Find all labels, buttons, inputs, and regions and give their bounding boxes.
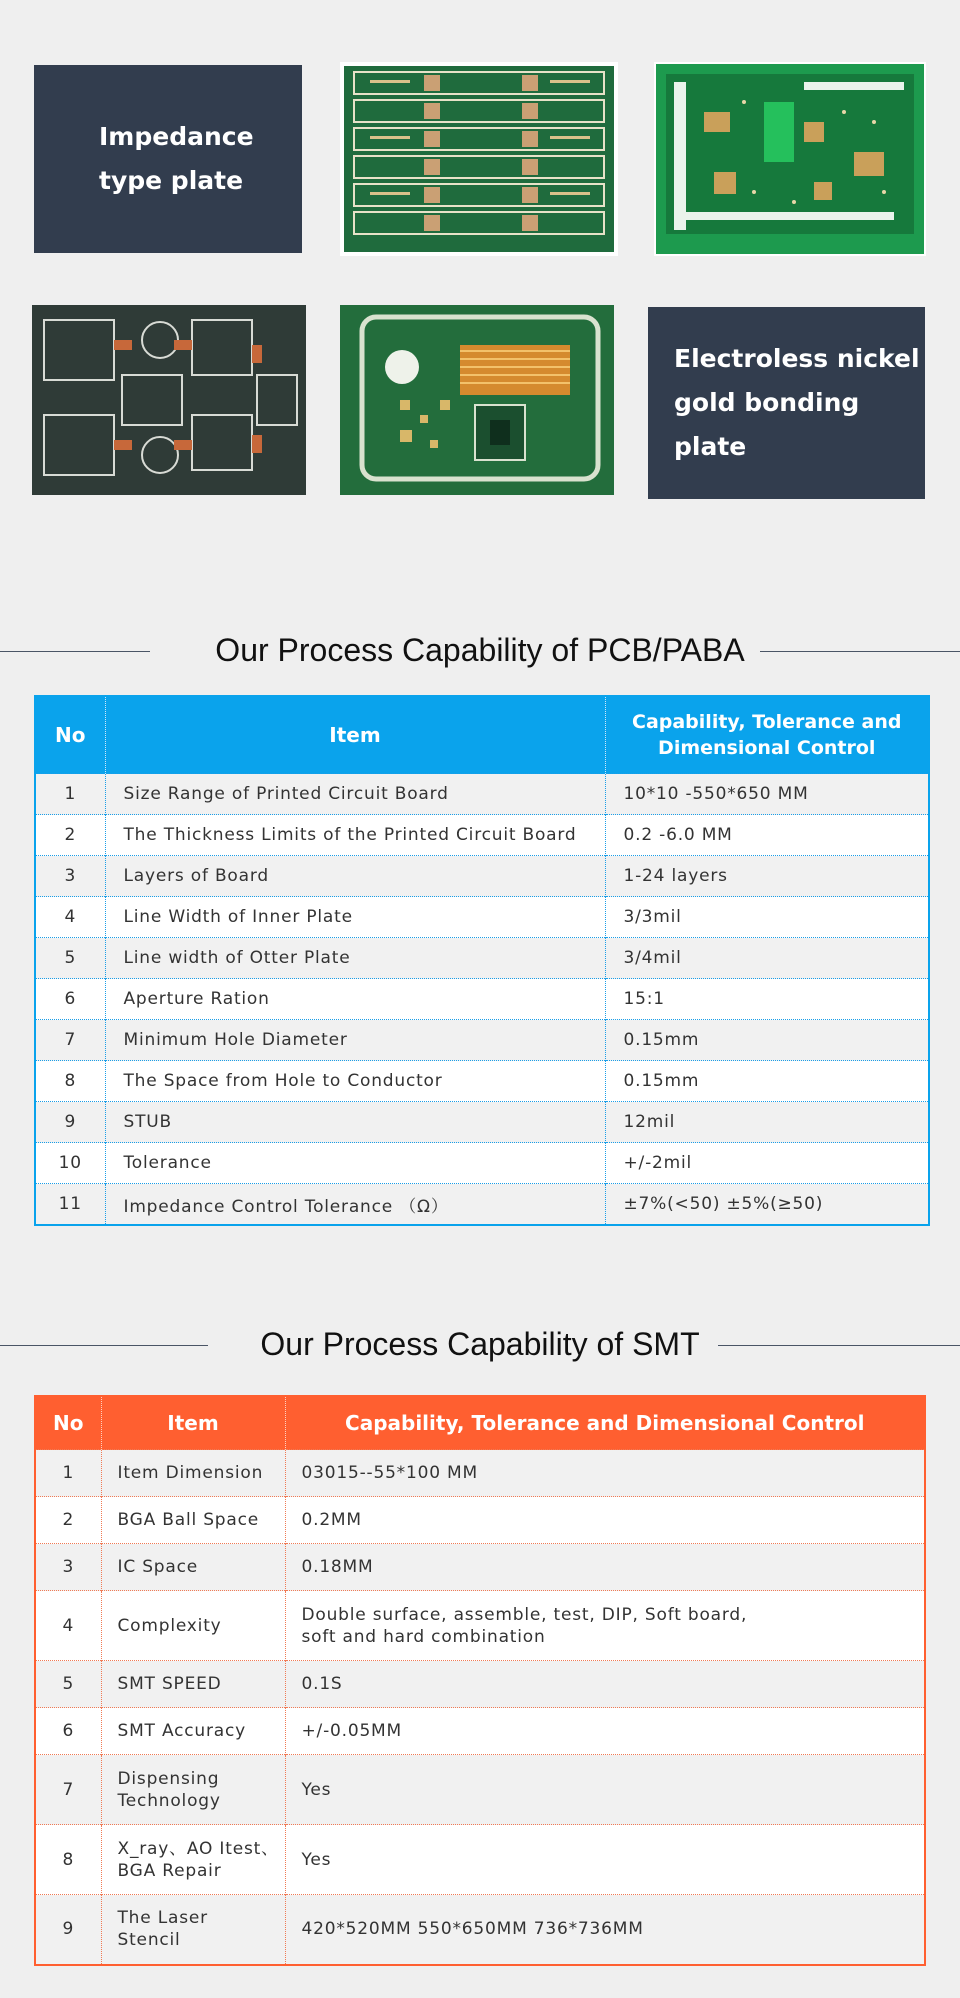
row-value [285,1755,925,1825]
row-value: 0.15mm [605,1061,929,1102]
flex-pcb-image-1 [32,305,306,495]
row-value-line1: 03015--55*100 MM [301,1463,478,1483]
row-item: STUB [105,1102,605,1143]
row-no: 6 [35,1708,101,1755]
row-value [285,1544,925,1591]
row-item: The Thickness Limits of the Printed Circuit Board [105,815,605,856]
table-row [35,774,929,815]
row-item [101,1591,285,1661]
table-row [35,1450,925,1497]
row-item: Size Range of Printed Circuit Board [105,774,605,815]
row-value-line1: Double surface, assemble, test, DIP, Soft board, [301,1604,748,1625]
row-item-line1: Dispensing [117,1768,220,1789]
row-no: 1 [35,774,105,815]
row-item [101,1895,285,1965]
table-header-row [35,1396,925,1450]
table-row [35,1825,925,1895]
row-no: 10 [35,1143,105,1184]
row-item [101,1544,285,1591]
row-no: 9 [35,1895,101,1965]
header-no: No [35,1396,101,1450]
row-value-line1: +/-0.05MM [301,1721,402,1741]
table-row [35,1544,925,1591]
row-item-line1: SMT SPEED [117,1674,222,1694]
row-value [285,1450,925,1497]
row-item-line2: BGA Repair [117,1860,222,1881]
table-row [35,1591,925,1661]
row-value: 3/4mil [605,938,929,979]
row-no: 4 [35,897,105,938]
smt-capability-table [34,1395,926,1966]
smt-section-title: Our Process Capability of SMT [260,1326,700,1362]
row-item-line1: Item Dimension [117,1463,264,1483]
row-value: 3/3mil [605,897,929,938]
row-item [101,1708,285,1755]
flex-pcb-image-2 [340,305,614,495]
row-value-line1: 0.2MM [301,1510,362,1530]
header-item: Item [101,1396,285,1450]
row-value: 1-24 layers [605,856,929,897]
row-no: 3 [35,856,105,897]
row-no: 4 [35,1591,101,1661]
table-row [35,1143,929,1184]
row-value: 0.15mm [605,1020,929,1061]
row-item-line2: Technology [117,1790,221,1811]
header-capability-line1: Capability, Tolerance and [632,711,902,733]
row-item: Impedance Control Tolerance （Ω） [105,1184,605,1226]
row-value [285,1591,925,1661]
row-item [101,1661,285,1708]
impedance-type-plate-tile [34,65,302,253]
row-value [285,1708,925,1755]
row-value: 0.2 -6.0 MM [605,815,929,856]
row-value: ±7%(<50) ±5%(≥50) [605,1184,929,1226]
table-row [35,856,929,897]
row-item-line1: Complexity [117,1615,222,1636]
row-value: 10*10 -550*650 MM [605,774,929,815]
row-item: Line width of Otter Plate [105,938,605,979]
row-item-line1: SMT Accuracy [117,1721,246,1741]
row-item: The Space from Hole to Conductor [105,1061,605,1102]
row-value-line1: Yes [301,1849,332,1870]
pcb-panel-image-1 [340,62,618,256]
row-value: 15:1 [605,979,929,1020]
row-item: Layers of Board [105,856,605,897]
row-no: 3 [35,1544,101,1591]
header-capability-line2: Dimensional Control [658,737,876,759]
row-value [285,1895,925,1965]
row-item: Minimum Hole Diameter [105,1020,605,1061]
row-value-line1: 420*520MM 550*650MM 736*736MM [301,1919,644,1940]
table-row [35,938,929,979]
row-no: 6 [35,979,105,1020]
table-header-row [35,696,929,774]
row-no: 1 [35,1450,101,1497]
row-no: 2 [35,815,105,856]
row-item [101,1825,285,1895]
row-value-line1: 0.1S [301,1674,343,1694]
tile-label-line2: type plate [99,166,244,195]
row-item-line1: The Laser [117,1908,208,1929]
row-item: Tolerance [105,1143,605,1184]
table-row [35,1061,929,1102]
table-row [35,1102,929,1143]
tile-label-line2: gold bonding plate [674,388,860,461]
row-item-line1: X_ray、AO Itest、 [117,1838,279,1859]
row-value: +/-2mil [605,1143,929,1184]
row-no: 7 [35,1755,101,1825]
row-item: Aperture Ration [105,979,605,1020]
row-no: 8 [35,1061,105,1102]
row-value: 12mil [605,1102,929,1143]
header-capability: Capability, Tolerance and Dimensional Control [285,1396,925,1450]
row-no: 7 [35,1020,105,1061]
pcb-capability-table [34,695,930,1226]
row-value [285,1825,925,1895]
table-row [35,979,929,1020]
row-value [285,1661,925,1708]
table-row [35,1895,925,1965]
row-no: 5 [35,1661,101,1708]
row-item [101,1450,285,1497]
row-value-line1: 0.18MM [301,1557,374,1577]
row-item-line1: BGA Ball Space [117,1510,260,1530]
row-value-line1: Yes [301,1779,332,1800]
table-row [35,1661,925,1708]
row-no: 8 [35,1825,101,1895]
tile-label-line1: Electroless nickel [674,344,920,373]
table-row [35,1708,925,1755]
pcb-panel-image-2 [654,62,926,256]
row-item: Line Width of Inner Plate [105,897,605,938]
table-row [35,815,929,856]
header-no: No [35,696,105,774]
row-no: 11 [35,1184,105,1226]
row-item [101,1497,285,1544]
table-row [35,1020,929,1061]
row-no: 9 [35,1102,105,1143]
row-item-line1: IC Space [117,1557,198,1577]
header-item: Item [105,696,605,774]
row-no: 2 [35,1497,101,1544]
table-row [35,1184,929,1226]
row-item-line2: Stencil [117,1930,181,1951]
electroless-nickel-gold-tile [648,307,925,499]
row-item [101,1755,285,1825]
row-no: 5 [35,938,105,979]
pcb-section-title: Our Process Capability of PCB/PABA [215,632,745,668]
row-value-line2: soft and hard combination [301,1626,546,1647]
table-row [35,897,929,938]
header-capability [605,696,929,774]
tile-label-line1: Impedance [99,122,254,151]
table-row [35,1497,925,1544]
row-value [285,1497,925,1544]
table-row [35,1755,925,1825]
